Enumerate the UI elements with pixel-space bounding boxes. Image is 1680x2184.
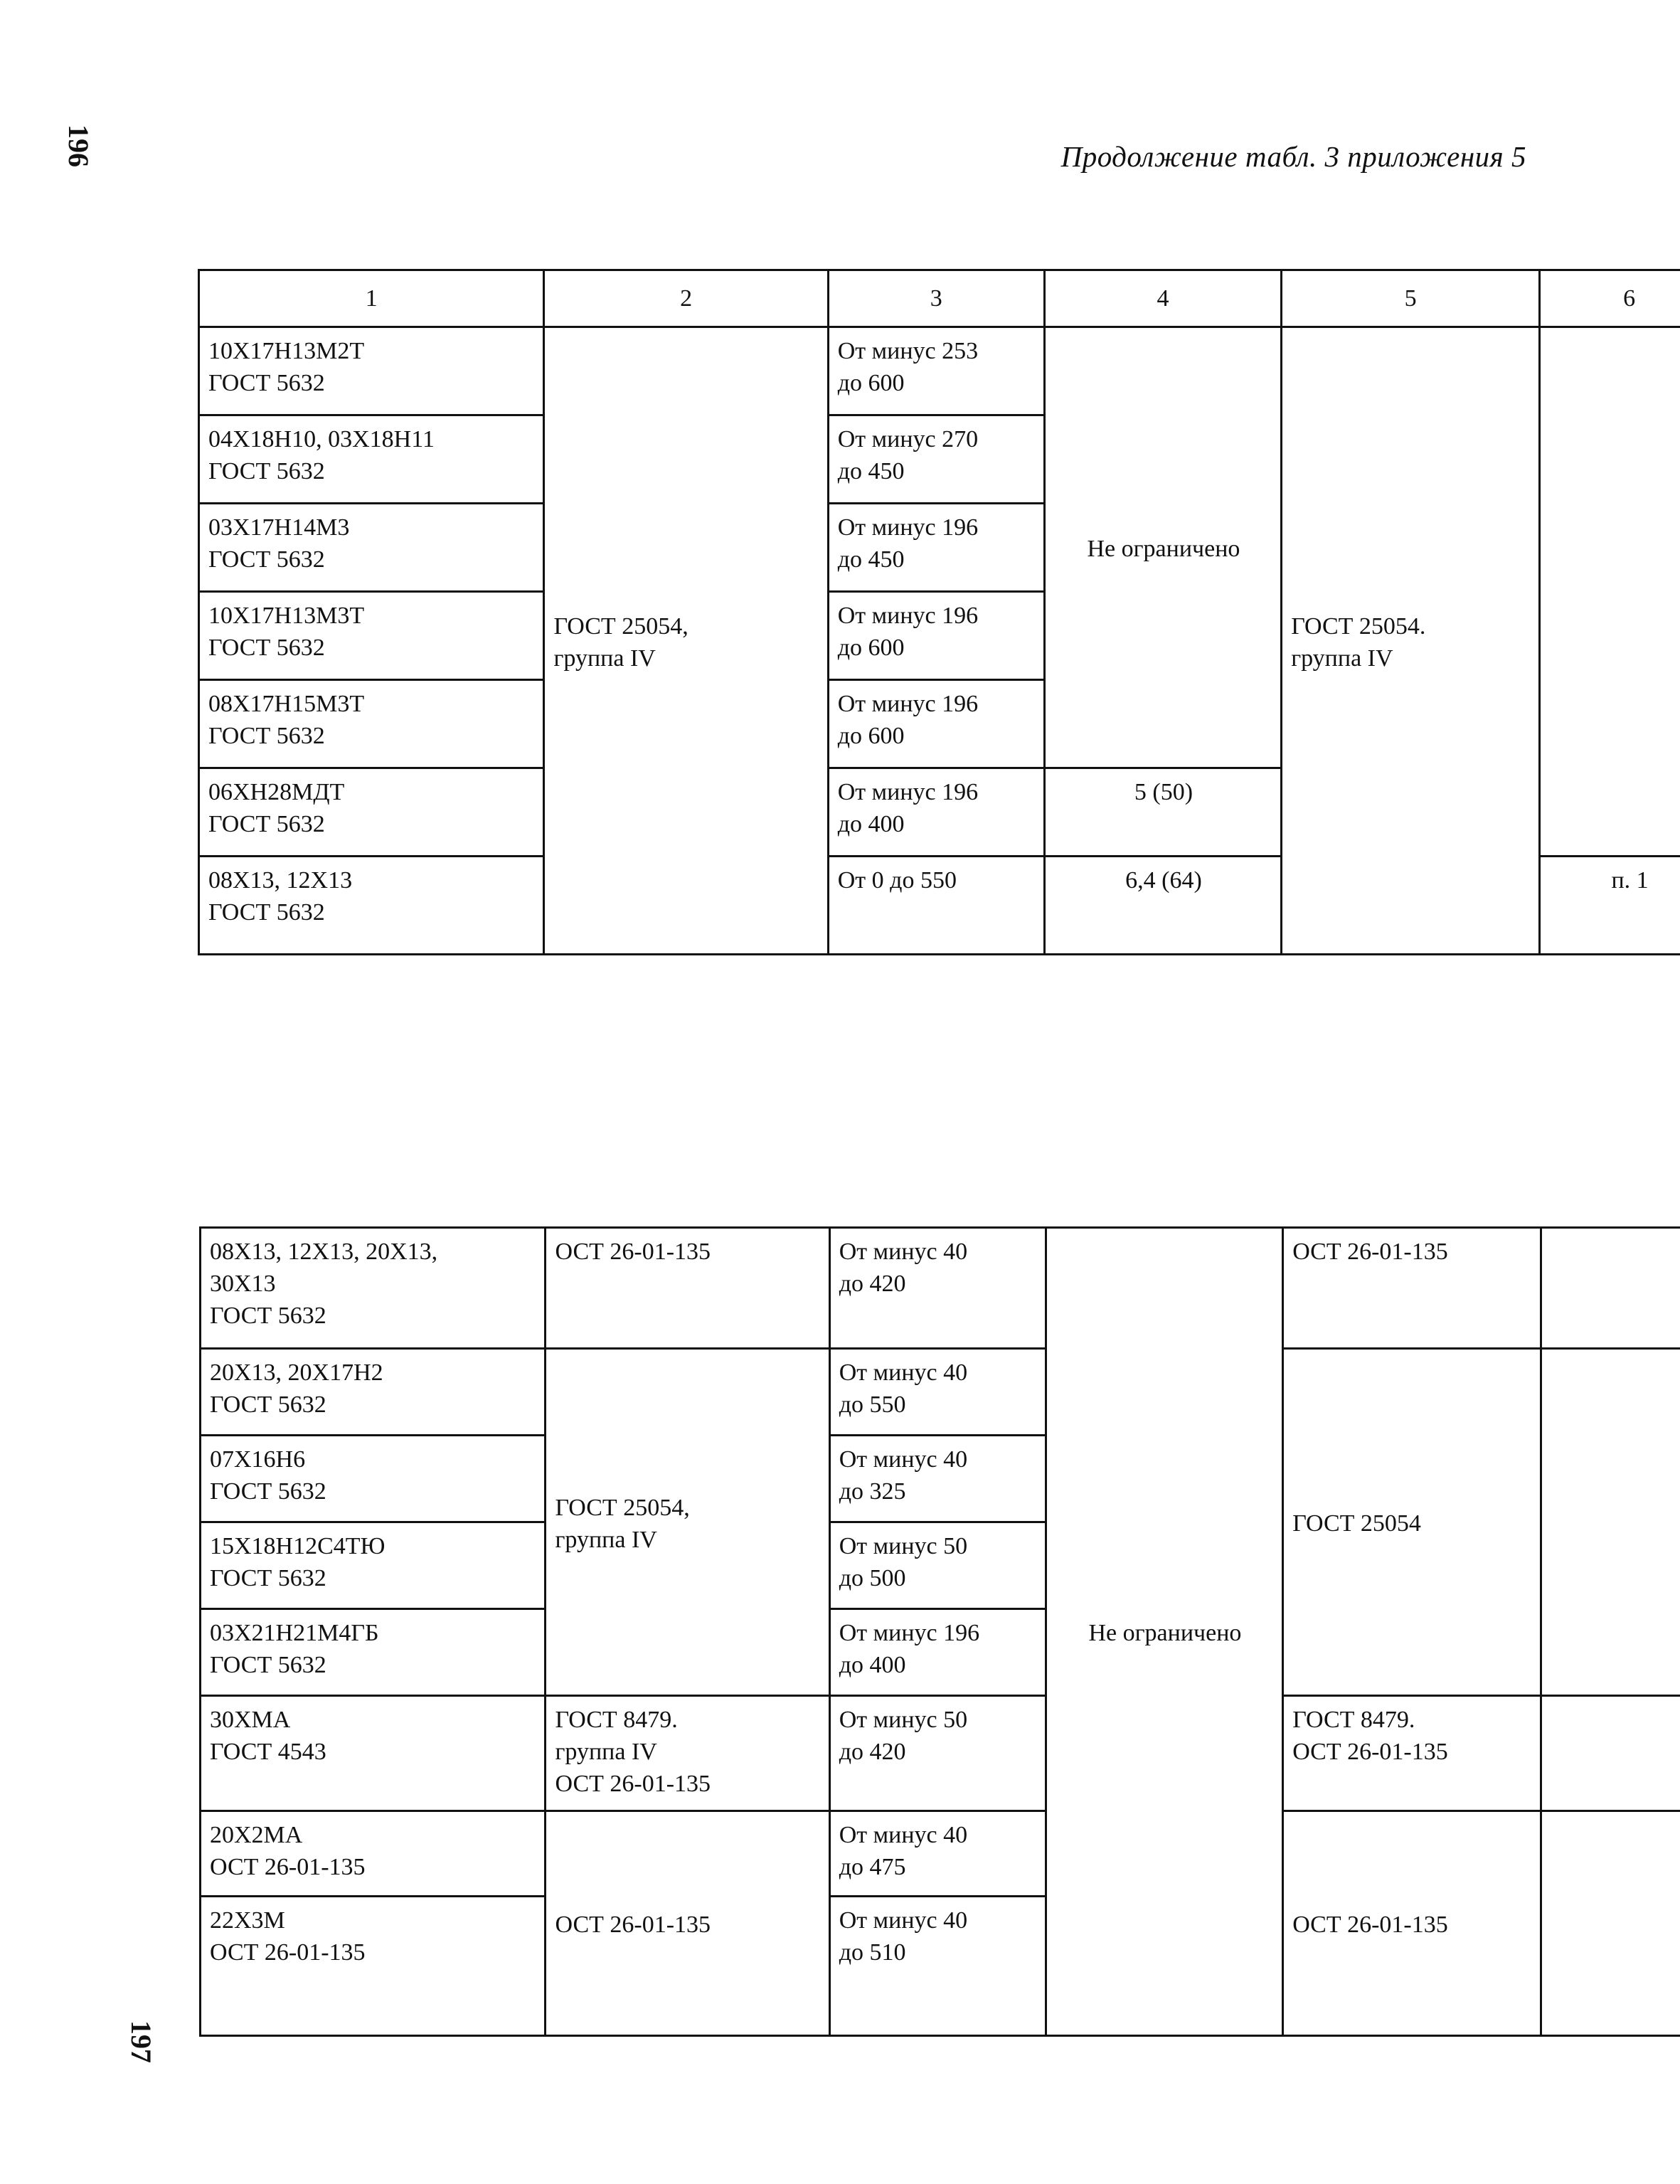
temperature-cell: От минус 196 до 400 <box>829 1609 1046 1696</box>
temperature-cell: От минус 270 до 450 <box>828 415 1044 504</box>
notes-cell: п. 1 <box>1540 857 1680 955</box>
pressure-cell: Не ограничено <box>1046 1228 1282 2036</box>
material-cell: 08Х17Н15М3Т ГОСТ 5632 <box>199 680 544 768</box>
material-cell: 07Х16Н6 ГОСТ 5632 <box>201 1436 546 1522</box>
column-header-1: 1 <box>199 270 544 327</box>
material-cell: 06ХН28МДТ ГОСТ 5632 <box>199 768 544 857</box>
notes-cell-empty <box>1541 1811 1680 2036</box>
column-header-4: 4 <box>1044 270 1281 327</box>
column-header-6: 6 <box>1540 270 1680 327</box>
table-header-row <box>199 270 1680 327</box>
table-row <box>201 1811 1680 1897</box>
table-row <box>201 1349 1680 1436</box>
column-header-2: 2 <box>544 270 828 327</box>
testing-standard-cell: ОСТ 26-01-135 <box>1283 1228 1541 1349</box>
testing-standard-cell: ГОСТ 25054 <box>1283 1349 1541 1696</box>
materials-table-top <box>198 269 1680 955</box>
notes-cell-empty <box>1541 1696 1680 1811</box>
temperature-cell: От минус 196 до 600 <box>828 592 1044 680</box>
material-cell: 20Х2МА ОСТ 26-01-135 <box>201 1811 546 1897</box>
material-cell: 15Х18Н12С4ТЮ ГОСТ 5632 <box>201 1522 546 1609</box>
standard-cell: ГОСТ 8479. группа IV ОСТ 26-01-135 <box>546 1696 829 1811</box>
temperature-cell: От минус 50 до 420 <box>829 1696 1046 1811</box>
testing-standard-cell: ОСТ 26-01-135 <box>1283 1811 1541 2036</box>
notes-cell-empty <box>1541 1349 1680 1696</box>
pressure-cell: 6,4 (64) <box>1044 857 1281 955</box>
temperature-cell: От минус 196 до 450 <box>828 504 1044 592</box>
column-header-3: 3 <box>828 270 1044 327</box>
temperature-cell: От минус 40 до 550 <box>829 1349 1046 1436</box>
pressure-cell: Не ограничено <box>1044 327 1281 768</box>
material-cell: 22Х3М ОСТ 26-01-135 <box>201 1897 546 2036</box>
temperature-cell: От минус 50 до 500 <box>829 1522 1046 1609</box>
table-row <box>201 1228 1680 1349</box>
temperature-cell: От минус 40 до 510 <box>829 1897 1046 2036</box>
material-cell: 20Х13, 20Х17Н2 ГОСТ 5632 <box>201 1349 546 1436</box>
material-cell: 30ХМА ГОСТ 4543 <box>201 1696 546 1811</box>
testing-standard-cell: ГОСТ 25054. группа IV <box>1282 327 1540 955</box>
temperature-cell: От минус 196 до 600 <box>828 680 1044 768</box>
temperature-cell: От 0 до 550 <box>828 857 1044 955</box>
material-cell: 10Х17Н13М2Т ГОСТ 5632 <box>199 327 544 415</box>
temperature-cell: От минус 196 до 400 <box>828 768 1044 857</box>
pressure-cell: 5 (50) <box>1044 768 1281 857</box>
standard-cell: ГОСТ 25054, группа IV <box>546 1349 829 1696</box>
testing-standard-cell: ГОСТ 8479. ОСТ 26-01-135 <box>1283 1696 1541 1811</box>
material-cell: 08Х13, 12Х13, 20Х13, 30Х13 ГОСТ 5632 <box>201 1228 546 1349</box>
column-header-5: 5 <box>1282 270 1540 327</box>
temperature-cell: От минус 40 до 420 <box>829 1228 1046 1349</box>
standard-cell: ОСТ 26-01-135 <box>546 1228 829 1349</box>
page-number-top: 196 <box>63 124 95 167</box>
standard-cell: ОСТ 26-01-135 <box>546 1811 829 2036</box>
material-cell: 04Х18Н10, 03Х18Н11 ГОСТ 5632 <box>199 415 544 504</box>
temperature-cell: От минус 253 до 600 <box>828 327 1044 415</box>
table-row <box>199 327 1680 415</box>
material-cell: 08Х13, 12Х13 ГОСТ 5632 <box>199 857 544 955</box>
temperature-cell: От минус 40 до 475 <box>829 1811 1046 1897</box>
material-cell: 10Х17Н13М3Т ГОСТ 5632 <box>199 592 544 680</box>
running-head: Продолжение табл. 3 приложения 5 <box>1060 140 1526 173</box>
temperature-cell: От минус 40 до 325 <box>829 1436 1046 1522</box>
page-number-bottom: 197 <box>125 2020 157 2063</box>
material-cell: 03Х17Н14М3 ГОСТ 5632 <box>199 504 544 592</box>
standard-cell: ГОСТ 25054, группа IV <box>544 327 828 955</box>
notes-cell-empty <box>1541 1228 1680 1349</box>
notes-cell-empty <box>1540 327 1680 857</box>
table-row <box>201 1696 1680 1811</box>
material-cell: 03Х21Н21М4ГБ ГОСТ 5632 <box>201 1609 546 1696</box>
materials-table-bottom <box>199 1226 1680 2037</box>
